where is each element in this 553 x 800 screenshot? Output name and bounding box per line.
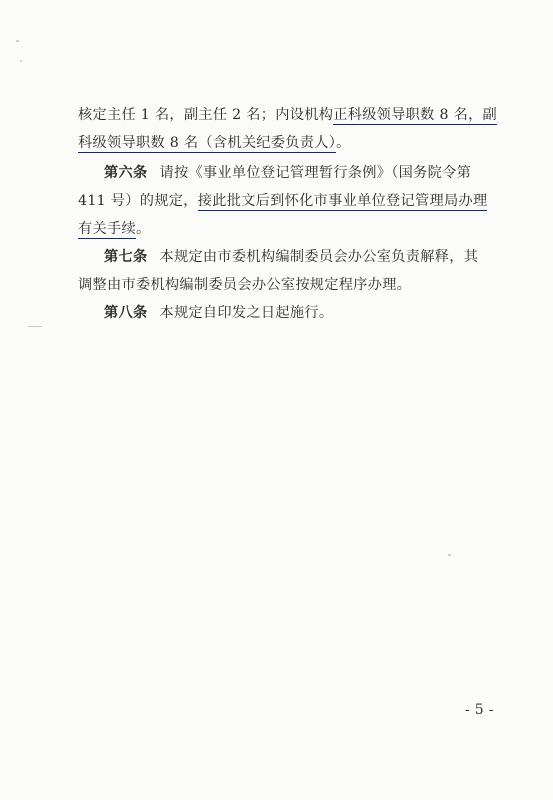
highlighted-text: 正科级领导职数 8 名，副 [333, 107, 498, 123]
paragraph-line [78, 190, 487, 210]
highlighted-text: 有关手续 [78, 221, 136, 237]
paragraph-line [78, 104, 497, 124]
body-text: 411 号）的规定， [78, 193, 198, 209]
body-text: 调整由市委机构编制委员会办公室按规定程序办理。 [78, 277, 412, 293]
article-6 [104, 162, 471, 182]
body-text: 。 [336, 135, 351, 151]
article-7 [104, 246, 478, 266]
paragraph-line [78, 218, 150, 238]
article-8-label: 第八条 [104, 305, 148, 321]
body-text: 本规定由市委机构编制委员会办公室负责解释，其 [159, 249, 479, 265]
body-text: 核定主任 1 名，副主任 2 名；内设机构 [78, 107, 334, 123]
paragraph-line [78, 274, 411, 294]
highlighted-text: 科级领导职数 8 名（含机关纪委负责人） [78, 135, 337, 151]
scan-speck [28, 326, 42, 327]
article-6-label: 第六条 [104, 165, 148, 181]
paragraph-line [78, 132, 351, 152]
article-8 [104, 302, 333, 322]
body-text: 。 [135, 221, 151, 237]
body-text: 本规定自印发之日起施行。 [159, 305, 334, 321]
scan-speck [20, 60, 22, 62]
highlighted-text: 接此批文后到怀化市事业单位登记管理局办理 [197, 193, 488, 209]
body-text: 请按《事业单位登记管理暂行条例》（国务院令第 [159, 165, 472, 181]
scan-speck [448, 554, 451, 556]
scan-speck [16, 40, 19, 42]
page-number: - 5 - [465, 702, 494, 718]
article-7-label: 第七条 [104, 249, 148, 265]
